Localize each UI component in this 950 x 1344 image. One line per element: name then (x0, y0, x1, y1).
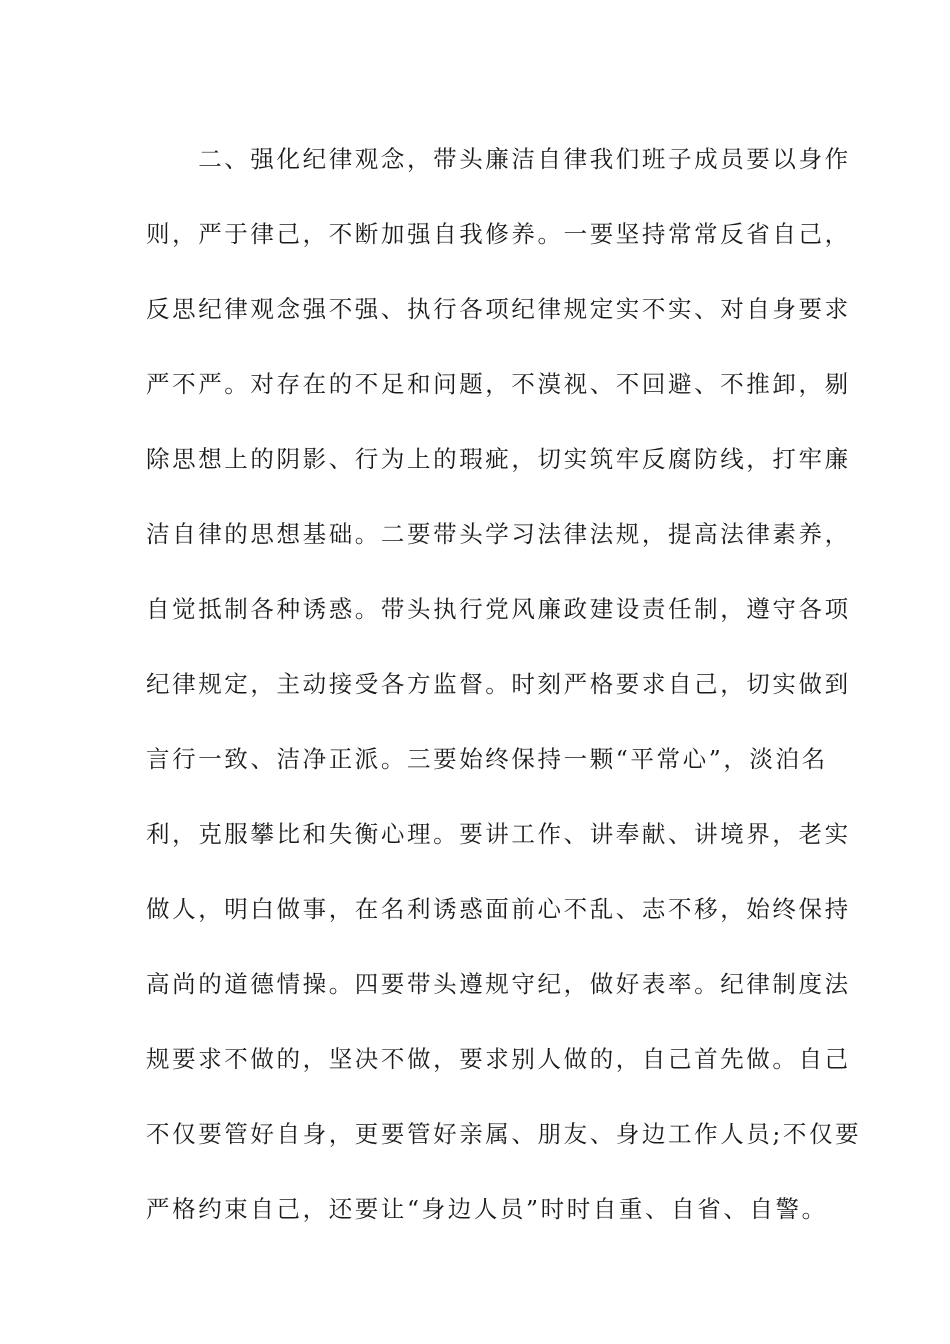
text-line: 严格约束自己，还要让“身边人员”时时自重、自省、自警。 (146, 1195, 828, 1223)
text-line: 自觉抵制各种诱惑。带头执行党风廉政建设责任制，遵守各项 (146, 595, 851, 623)
text-line: 规要求不做的，坚决不做，要求别人做的，自己首先做。自己 (146, 1045, 851, 1073)
document-body (146, 122, 862, 1247)
text-line: 反思纪律观念强不强、执行各项纪律规定实不实、对自身要求 (146, 295, 851, 323)
text-line: 二、强化纪律观念，带头廉洁自律我们班子成员要以身作 (146, 145, 851, 173)
text-line: 利，克服攀比和失衡心理。要讲工作、讲奉献、讲境界，老实 (146, 820, 851, 848)
text-line: 不仅要管好自身，更要管好亲属、朋友、身边工作人员;不仅要 (146, 1120, 862, 1148)
text-line: 言行一致、洁净正派。三要始终保持一颗“平常心”，淡泊名 (146, 745, 828, 773)
text-line: 除思想上的阴影、行为上的瑕疵，切实筑牢反腐防线，打牢廉 (146, 445, 851, 473)
text-line: 做人，明白做事，在名利诱惑面前心不乱、志不移，始终保持 (146, 895, 851, 923)
text-line: 洁自律的思想基础。二要带头学习法律法规，提高法律素养， (146, 520, 851, 548)
text-line: 严不严。对存在的不足和问题，不漠视、不回避、不推卸，剔 (146, 370, 851, 398)
text-line: 高尚的道德情操。四要带头遵规守纪，做好表率。纪律制度法 (146, 970, 851, 998)
text-line: 则，严于律己，不断加强自我修养。一要坚持常常反省自己， (146, 220, 851, 248)
text-line: 纪律规定，主动接受各方监督。时刻严格要求自己，切实做到 (146, 670, 851, 698)
